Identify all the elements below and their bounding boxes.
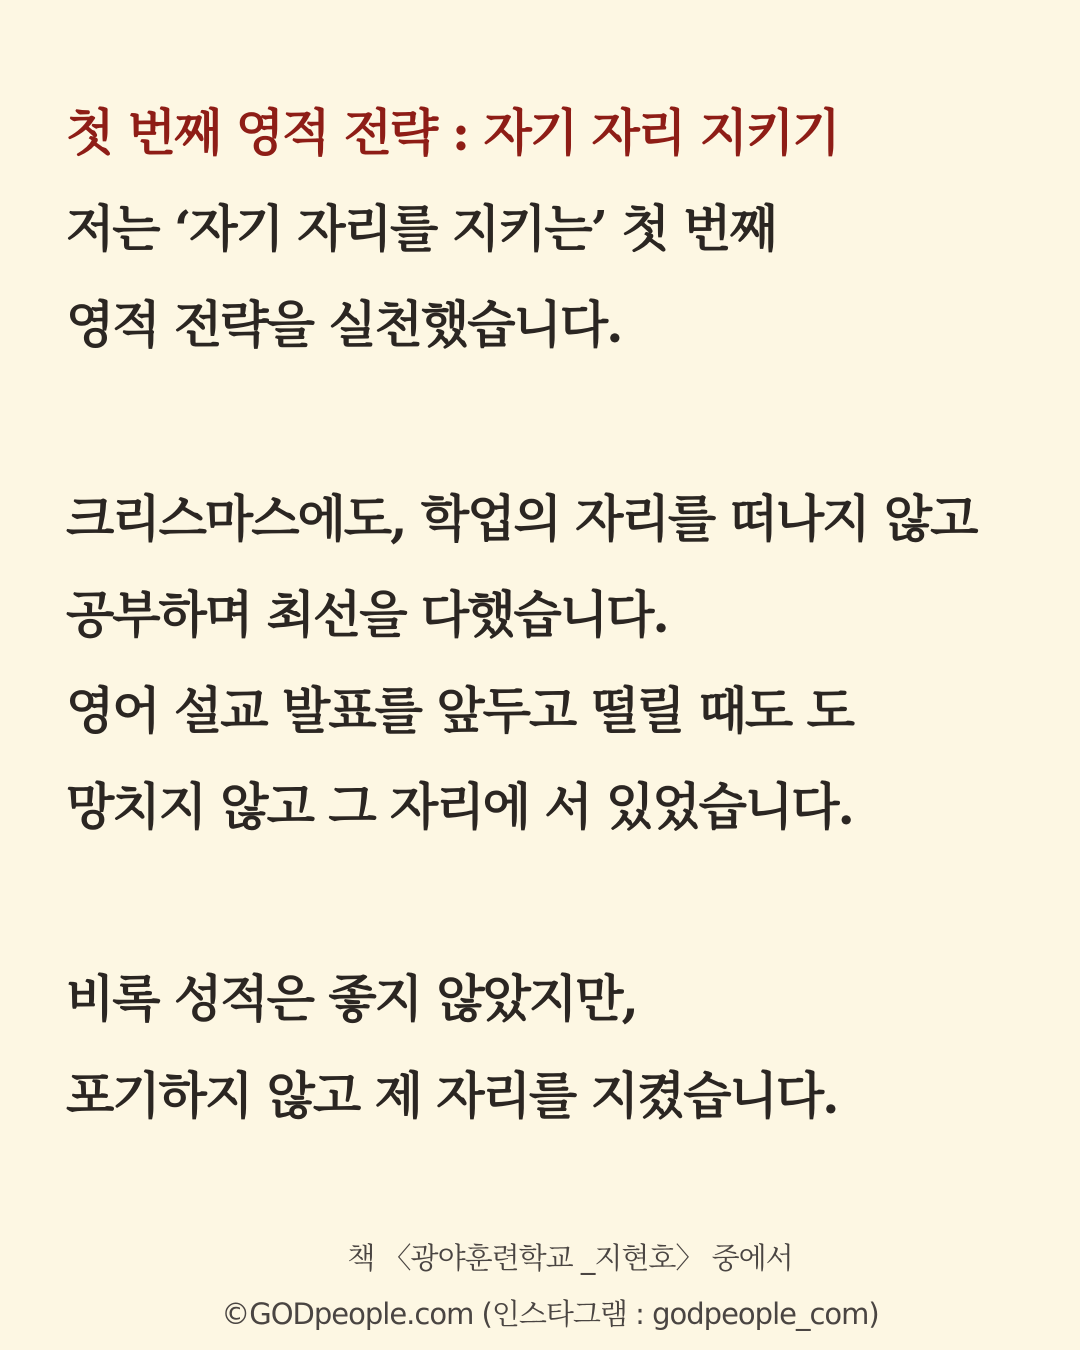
book-source: 책 〈광야훈련학교 _지현호〉 중에서 [347, 1241, 793, 1275]
paragraph-2-line-3: 영어 설교 발표를 앞두고 떨릴 때도 도 [66, 681, 853, 740]
copyright-notice: ©GODpeople.com (인스타그램 : godpeople_com) [221, 1297, 879, 1331]
paragraph-3-line-2: 포기하지 않고 제 자리를 지켰습니다. [66, 1066, 838, 1125]
paragraph-2-line-2: 공부하며 최선을 다했습니다. [66, 585, 668, 644]
paragraph-1-line-2: 영적 전략을 실천했습니다. [66, 295, 622, 354]
paragraph-3-line-1: 비록 성적은 좋지 않았지만, [66, 969, 637, 1028]
paragraph-1-line-1: 저는 ‘자기 자리를 지키는’ 첫 번째 [66, 199, 776, 258]
paragraph-2-line-1: 크리스마스에도, 학업의 자리를 떠나지 않고 [66, 489, 977, 548]
quote-title: 첫 번째 영적 전략 : 자기 자리 지키기 [66, 103, 839, 162]
paragraph-2-line-4: 망치지 않고 그 자리에 서 있었습니다. [66, 777, 853, 836]
